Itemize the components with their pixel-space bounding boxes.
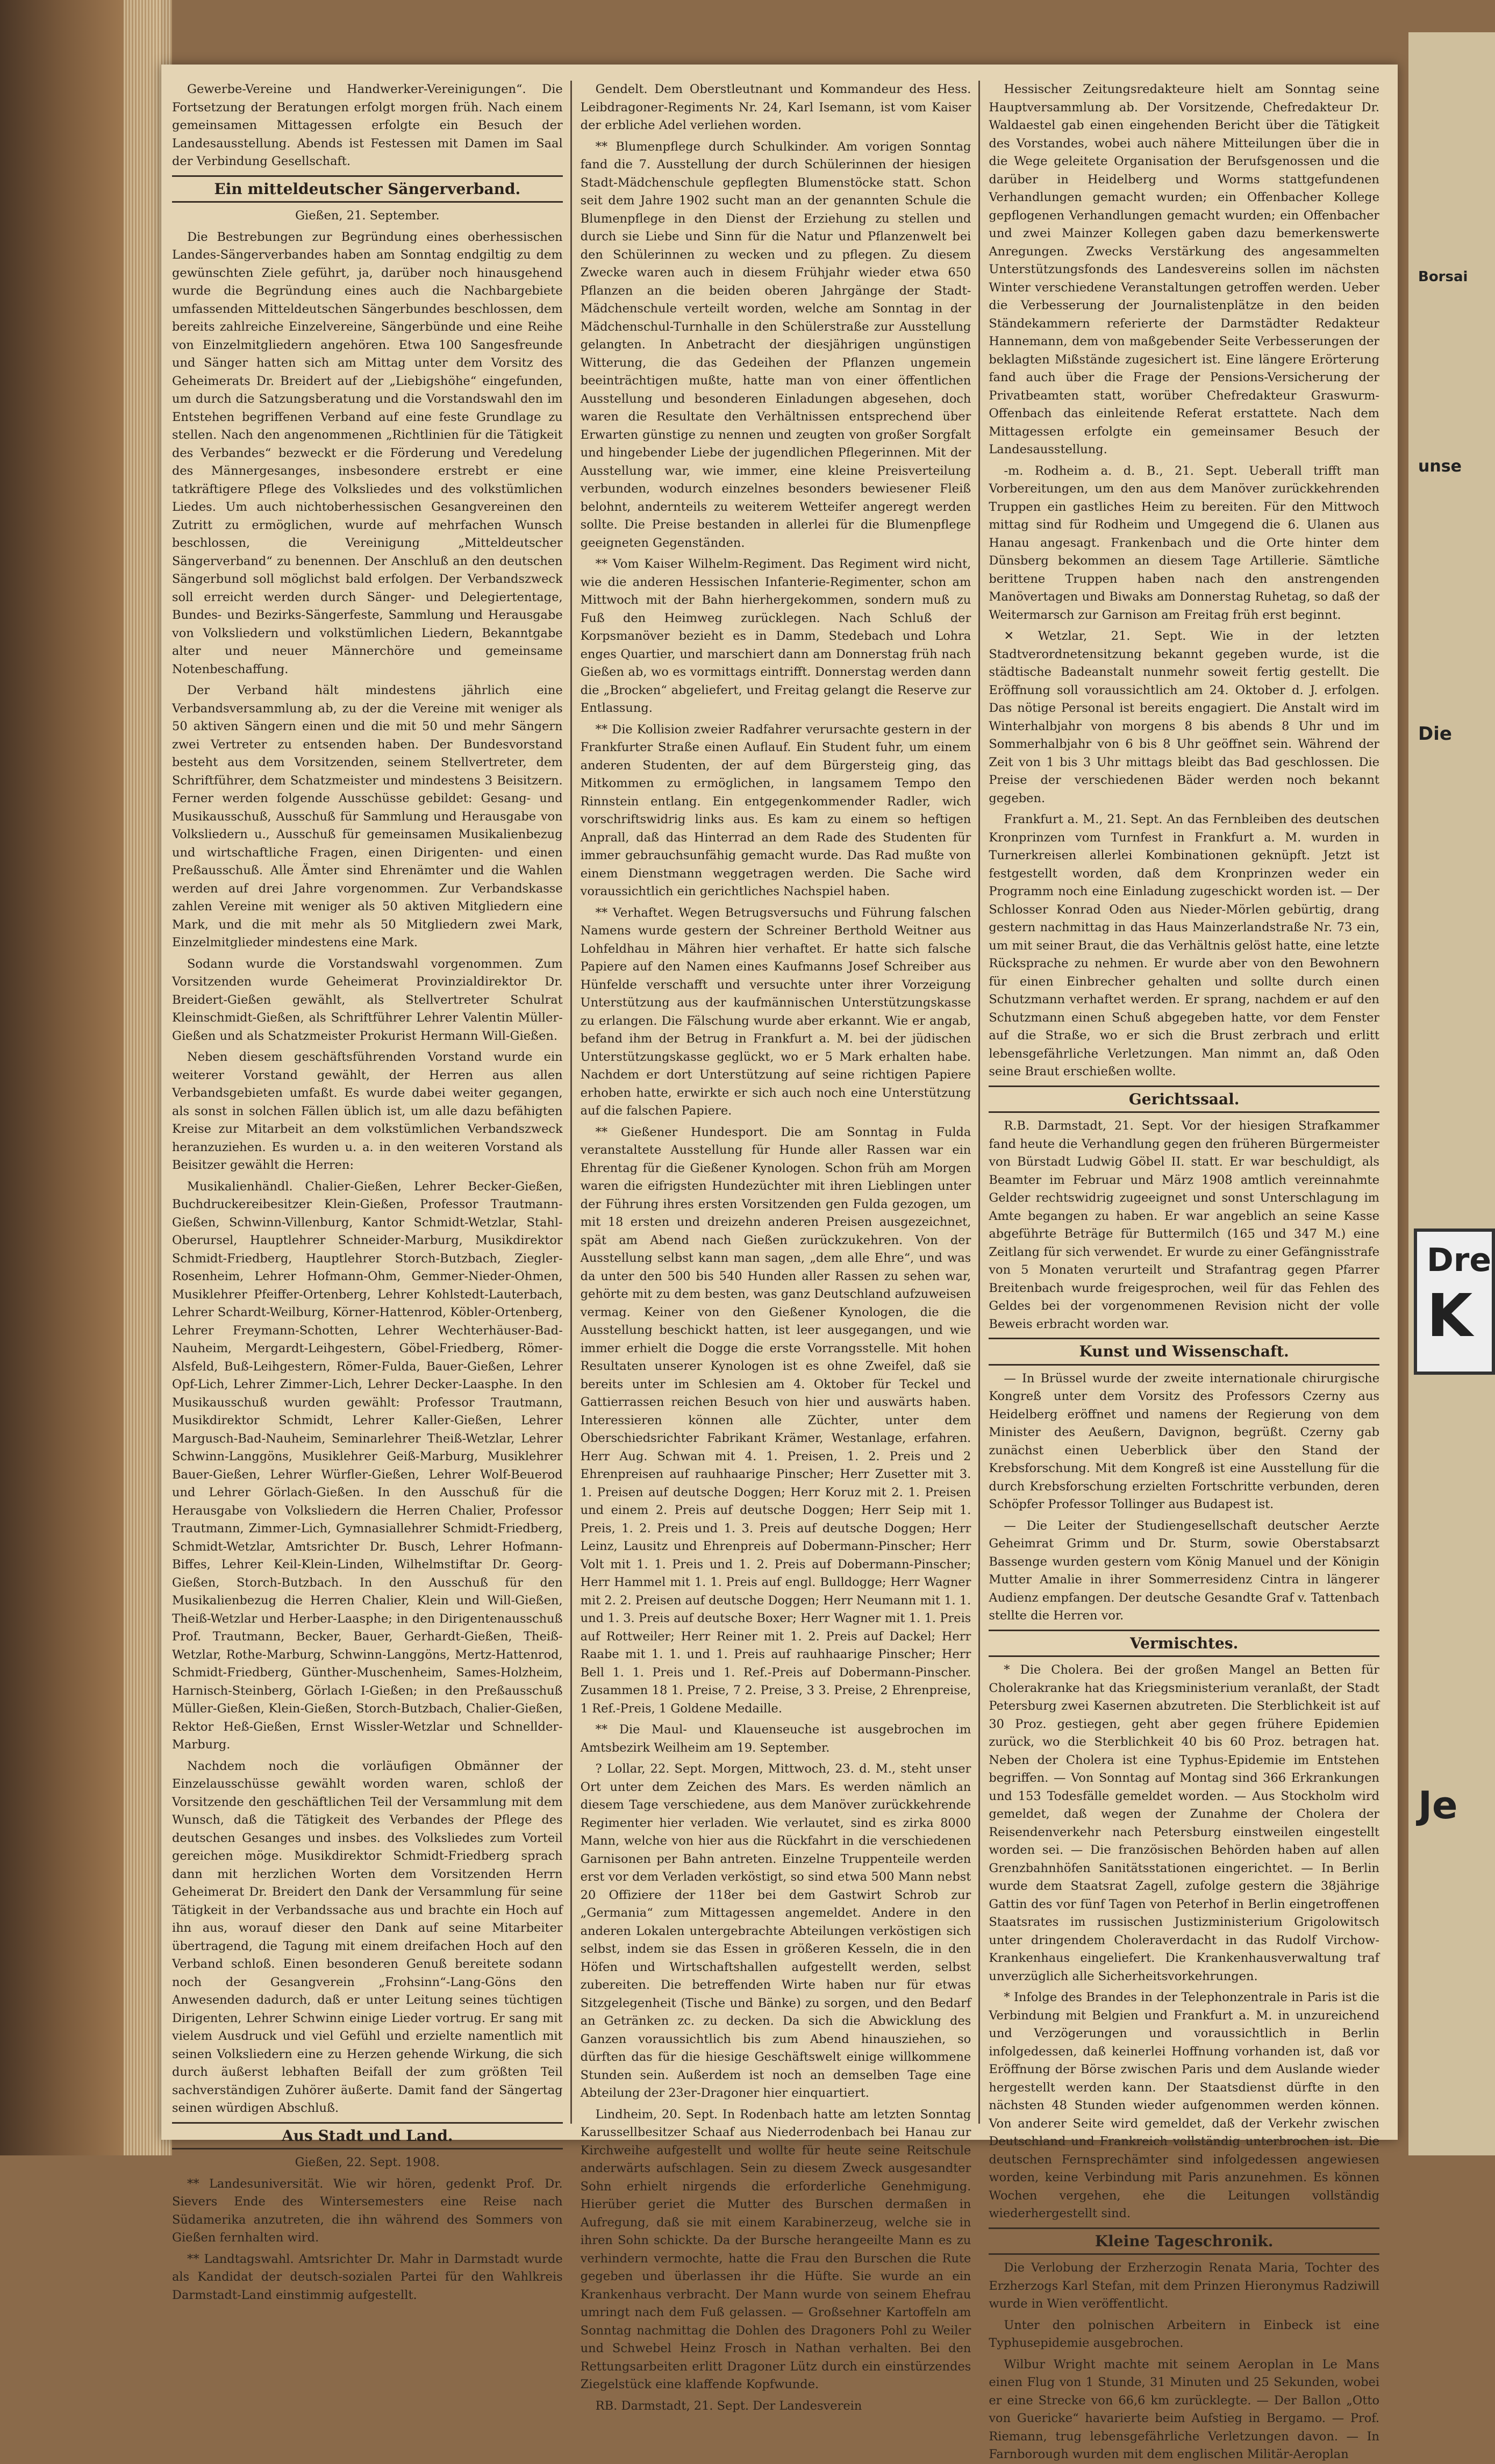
article-paragraph: ? Lollar, 22. Sept. Morgen, Mittwoch, 23. d. M., steht unser Ort unter dem Zeichen des Mars. Es werden nämlich an diesem Tage verschiedene, aus dem Manöver zurückkehrende Regimenter hier verladen. Wie verlautet, sind es zirka 8000 Mann, welche von hier aus die Rückfahrt in die verschiedenen Garnisonen per Bahn antreten. Einzelne Truppenteile werden erst vor dem Verladen verköstigt, so sind etwa 500 Mann nebst 20 Offiziere der 118er bei dem Gastwirt Schrob zur „Germania“ zum Mittagessen angemeldet. Andere in den anderen Lokalen untergebrachte Abteilungen verköstigen sich selbst, indem sie das Essen in größeren Kesseln, die in den Höfen und Wirtschaftshallen aufgestellt werden, selbst zubereiten. Die betreffenden Wirte haben nur für etwas Sitzgelegenheit (Tische und Bänke) zu sorgen, und den Bedarf an Getränken zc. zu decken. Da sich die Abwicklung des Ganzen voraussichtlich bis zum Abend hinausziehen, so dürften das für die hiesige Geschäftswelt einige willkommene Stunden sein. Außerdem ist noch an demselben Tage eine Abteilung der 23er-Dragoner hier einquartiert. <box>580 1762 971 2100</box>
article-paragraph: ** Blumenpflege durch Schulkinder. Am vorigen Sonntag fand die 7. Ausstellung der durch Schülerinnen der hiesigen Stadt-Mädchenschule gepflegten Blumenstöcke statt. Schon seit dem Jahre 1902 sucht man an der genannten Schule die Blumenpflege in den Dienst der Erziehung zu stellen und durch sie Liebe und Sinn für die Natur und Pflanzenwelt bei den Schülerinnen zu wecken und zu pflegen. Zu diesem Zwecke waren auch in diesem Frühjahr wieder etwa 650 Pflanzen an die beiden oberen Jahrgänge der Stadt-Mädchenschule verteilt worden, welche am Sonntag in der Mädchenschul-Turnhalle in den Schülerstraße zur Ausstellung gelangten. In Anbetracht der diesjährigen ungünstigen Witterung, die das Gedeihen der Pflanzen ungemein beeinträchtigen mußte, hatte man von einer öffentlichen Ausstellung und besonderen Einladungen abgesehen, doch waren die Resultate den Verhältnissen entsprechend über Erwarten günstige zu nennen und zeugten von großer Sorgfalt und hingebender Liebe der jugendlichen Pflegerinnen. Mit der Ausstellung war, wie immer, eine kleine Preisverteilung verbunden, wodurch einzelnes besonders bewiesener Fleiß belohnt, andernteils zu weiterem Wetteifer angeregt werden sollte. Die Preise bestanden in allerlei für die Blumenpflege geeigneten Gegenständen. <box>580 139 971 550</box>
misc-news: * Die Cholera. Bei der großen Mangel an Betten für Cholerakranke hat das Kriegsministerium veranlaßt, der Stadt Petersburg zwei Kasernen abzutreten. Die Sterblichkeit ist auf 30 Proz. gestiegen, geht aber gegen frühere Epidemien zurück, wo die Sterblichkeit 40 bis 60 Proz. betragen hat. Neben der Cholera ist eine Typhus-Epidemie im Entstehen begriffen. — Von Sonntag auf Montag sind 366 Erkrankungen und 153 Todesfälle gemeldet worden. — Aus Stockholm wird gemeldet, daß wegen der Zunahme der Cholera der Reisendenverkehr nach Petersburg einstweilen eingestellt worden sei. — Die französischen Behörden haben auf allen Grenzbahnhöfen Sanitätsstationen eingerichtet. — In Berlin wurde dem Staatsrat Zagell, zufolge gestern die 38jährige Gattin des vor fünf Tagen von Peterhof in Berlin eingetroffenen Staatsrates im russischen Justizministerium Grigolowitsch unter dringendem Choleraverdacht in das Rudolf Virchow-Krankenhaus eingeliefert. Die Krankenhausverwaltung traf unverzüglich alle Sicherheitsvorkehrungen. <box>989 1663 1380 1983</box>
heading-gerichtssaal: Gerichtssaal. <box>989 1085 1379 1113</box>
misc-news: * Infolge des Brandes in der Telephonzentrale in Paris ist die Verbindung mit Belgien und Frankfurt a. M. in unzureichend und Verzögerungen und voraussichtlich in Berlin infolgedessen, daß keinerlei Hoffnung vorhanden ist, daß vor Eröffnung der Börse zwischen Paris und dem Auslande wieder hergestellt werden kann. Der Staatsdienst dürfte in den nächsten 48 Stunden wieder aufgenommen werden können. Von anderer Seite wird gemeldet, daß der Verkehr zwischen Deutschland und Frankreich vollständig unterbrochen ist. Die deutschen Fernsprechämter sind infolgedessen angewiesen worden, keine Verbindung mit Paris anzunehmen. Es können Wochen vergehen, ehe die Leitungen vollständig wiederhergestellt sind. <box>989 1990 1380 2220</box>
art-news: — Die Leiter der Studiengesellschaft deutscher Aerzte Geheimrat Grimm und Dr. Sturm, sowie Oberstabsarzt Bassenge wurden gestern vom König Manuel und der Königin Mutter Amalie in ihrer Sommerresidenz Cintra in längerer Audienz empfangen. Der deutsche Gesandte Graf v. Tattenbach stellte die Herren vor. <box>989 1518 1380 1623</box>
adjacent-text: Dre <box>1427 1241 1492 1279</box>
column-3 <box>989 81 1387 2461</box>
chronicle-item: Die Verlobung der Erzherzogin Renata Maria, Tochter des Erzherzogs Karl Stefan, mit dem Prinzen Hieronymus Radziwill wurde in Wien veröffentlicht. <box>989 2261 1380 2311</box>
adjacent-text: unse <box>1418 457 1462 476</box>
article-paragraph: ** Die Maul- und Klauenseuche ist ausgebrochen im Amtsbezirk Weilheim am 19. September. <box>580 1723 971 1755</box>
column-2 <box>580 81 981 2413</box>
article-paragraph: Frankfurt a. M., 21. Sept. An das Fernbleiben des deutschen Kronprinzen vom Turnfest in Frankfurt a. M. wurden in Turnerkreisen allerlei Kombinationen geknüpft. Jetzt ist festgestellt worden, daß dem Kronprinzen weder ein Programm noch eine Einladung zugeschickt worden ist. — Der Schlosser Konrad Oden aus Nieder-Mörlen gebürtig, drang gestern nachmittag in das Haus Mainzerlandstraße Nr. 73 ein, um mit seiner Braut, die das Verhältnis gelöst hatte, eine letzte Rücksprache zu nehmen. Er wurde aber von den Bewohnern für einen Einbrecher gehalten und sollte durch einen Schutzmann verhaftet werden. Er sprang, nachdem er auf den Schutzmann einen Schuß abgegeben hatte, vor dem Fenster auf die Straße, wo er sich die Brust zerbrach und erlitt lebensgefährliche Verletzungen. Man nimmt an, daß Oden seine Braut erschießen wollte. <box>989 812 1380 1079</box>
heading-kleine-tageschronik: Kleine Tageschronik. <box>989 2227 1379 2255</box>
article-paragraph: ✕ Wetzlar, 21. Sept. Wie in der letzten Stadtverordnetensitzung bekannt gegeben wurde, ist die städtische Badeanstalt nunmehr soweit fertig gestellt. Die Eröffnung soll voraussichtlich am 24. Oktober d. J. erfolgen. Das nötige Personal ist bereits engagiert. Die Anstalt wird im Winterhalbjahr von morgens 8 bis abends 8 Uhr und im Sommerhalbjahr von 6 bis 8 Uhr geöffnet sein. Während der Zeit von 1 bis 3 Uhr mittags bleibt das Bad geschlossen. Die Preise der verschiedenen Bäder werden noch bekannt gegeben. <box>989 629 1380 805</box>
article-paragraph: Hessischer Zeitungsredakteure hielt am Sonntag seine Hauptversammlung ab. Der Vorsitzende, Chefredakteur Dr. Waldaestel gab einen eingehenden Bericht über die Tätigkeit des Vorstandes, wobei auch nähere Mitteilungen über die in die Wege geleitete Organisation der Berufsgenossen und die darüber in Heidelberg und Worms stattgefundenen Verhandlungen gemacht wurden; ein Offenbacher Kollege gepflogenen Verhandlungen gemacht wurden; ein Offenbacher und zwei Mainzer Kollegen gaben dazu bemerkenswerte Anregungen. Zwecks Verstärkung des angesammelten Unterstützungsfonds des Landesvereins sollen im nächsten Winter verschiedene Veranstaltungen getroffen werden. Ueber die Verbesserung der Journalistenplätze in den beiden Ständekammern referierte der Darmstädter Redakteur Hannemann, dem von maßgebender Seite Verbesserungen der beklagten Mißstände zugesichert ist. Eine längere Erörterung fand auch über die Frage der Pensions-Versicherung der Privatbeamten statt, worüber Chefredakteur Graswurm-Offenbach das einleitende Referat erstattete. Nach dem Mittagessen erfolgte ein gemeinsamer Besuch der Landesausstellung. <box>989 82 1380 456</box>
article-paragraph: ** Die Kollision zweier Radfahrer verursachte gestern in der Frankfurter Straße einen Auflauf. Ein Student fuhr, um einem anderen Studenten, der auf dem Bürgersteig ging, das Mitkommen zu ermöglichen, in langsamem Tempo den Rinnstein entlang. Ein entgegenkommender Radler, wich vorschriftswidrig links aus. Es kam zu einem so heftigen Anprall, daß das Hinterrad an dem Rade des Studenten für immer gebrauchsunfähig gemacht wurde. Das Rad mußte von einem Dienstmann weggetragen werden. Die Sache wird voraussichtlich ein gerichtliches Nachspiel haben. <box>580 722 971 898</box>
chronicle-item: Unter den polnischen Arbeitern in Einbeck ist eine Typhusepidemie ausgebrochen. <box>989 2318 1380 2350</box>
article-paragraph: Sodann wurde die Vorstandswahl vorgenommen. Zum Vorsitzenden wurde Geheimerat Provinzialdirektor Dr. Breidert-Gießen gewählt, als Stellvertreter Schulrat Kleinschmidt-Gießen, als Schriftführer Lehrer Valentin Müller-Gießen und als Schatzmeister Prokurist Hermann Will-Gießen. <box>172 956 563 1043</box>
local-news: ** Landesuniversität. Wie wir hören, gedenkt Prof. Dr. Sievers Ende des Wintersemesters eine Reise nach Südamerika anzutreten, die ihn während des Sommers von Gießen fernhalten wird. <box>172 2176 563 2245</box>
article-paragraph: ** Verhaftet. Wegen Betrugsversuchs und Führung falschen Namens wurde gestern der Schreiner Berthold Weitner aus Lohfeldhau in Mähren hier verhaftet. Er hatte sich falsche Papiere auf den Namen eines Kaufmanns Josef Schreiber aus Hünfelde verschafft und versuchte unter ihrer Vorzeigung Unterstützung aus der kaufmännischen Unterstützungskasse zu erlangen. Die Fälschung wurde aber erkannt. Wie er angab, befand ihm der Betrug in Frankfurt a. M. bei der jüdischen Unterstützungskasse geglückt, wo er 5 Mark erhalten habe. Nachdem er dort Unterstützung auf seine richtigen Papiere erhoben hatte, erwirkte er sich auch noch eine Unterstützung auf die falschen Papiere. <box>580 905 971 1118</box>
article-paragraph: Lindheim, 20. Sept. In Rodenbach hatte am letzten Sonntag Karussellbesitzer Schaaf aus Niederrodenbach bei Hanau zur Kirchweihe aufgestellt und wollte für heute seine Reitschule anderwärts aufschlagen. Sein zu diesem Zweck ausgesandter Sohn erhielt nirgends die erforderliche Genehmigung. Hierüber geriet die Mutter des Burschen dermaßen in Aufregung, daß sie mit einem Karabinerzeug, welche sie in ihren Sohn schickte. Da der Bursche herangeeilte Mann es zu verhindern vermochte, hatte die Frau den Burschen die Rute gegeben und überlassen ihr die Hüfte. Sie wurde an ein Krankenhaus verbracht. Der Mann wurde von seinem Ehefrau umringt nach dem Fuß gelassen. — Großsehner Kartoffeln am Sonntag nachmittag die Dohlen des Dragoners Pohl zu Weiler und Schwebel Heinz Frosch in Nathan verhalten. Bei den Rettungsarbeiten erlitt Dragoner Lütz durch ein einstürzendes Ziegelstück eine klaffende Kopfwunde. <box>580 2107 971 2391</box>
article-paragraph: RB. Darmstadt, 21. Sept. Der Landesverein <box>595 2398 862 2413</box>
article-paragraph: -m. Rodheim a. d. B., 21. Sept. Ueberall trifft man Vorbereitungen, um den aus dem Manöver zurückkehrenden Truppen ein gastliches Heim zu bereiten. Für den Mittwoch mittag sind für Rodheim und Umgegend die 6. Ulanen aus Hanau angesagt. Frankenbach und die Orte hinter dem Dünsberg bekommen an diesem Tage Artillerie. Sämtliche berittene Truppen haben nach den anstrengenden Manövertagen und Biwaks am Donnerstag Ruhetag, so daß der Weitermarsch zur Garnison am Freitag früh erst beginnt. <box>989 463 1380 622</box>
heading-kunst-und-wissenschaft: Kunst und Wissenschaft. <box>989 1338 1379 1366</box>
dateline: Gießen, 21. September. <box>295 209 440 223</box>
adjacent-text: Borsai <box>1418 269 1468 285</box>
chronicle-item: Wilbur Wright machte mit seinem Aeroplan in Le Mans einen Flug von 1 Stunde, 31 Minuten und 25 Sekunden, wobei er eine Strecke von 66,6 km zurücklegte. — Der Ballon „Otto von Guericke“ havarierte beim Aufstieg in Bergamo. — Prof. Riemann, trug lebensgefährliche Verletzungen davon. — In Farnborough wurden mit dem englischen Militär-Aeroplan <box>989 2357 1380 2461</box>
column-1 <box>172 81 572 2302</box>
newspaper-page <box>161 65 1398 2461</box>
article-paragraph: Neben diesem geschäftsführenden Vorstand wurde ein weiterer Vorstand gewählt, der Herren aus allen Verbandsgebieten umfaßt. Es wurde dabei weiter gegangen, als sonst in solchen Fällen üblich ist, um alle dazu befähigten Kreise zur Mitarbeit an dem volkstümlichen Verbandszweck heranzuziehen. Es wurden u. a. in den weiteren Vorstand als Beisitzer gewählt die Herren: <box>172 1050 563 1172</box>
article-paragraph: Die Bestrebungen zur Begründung eines oberhessischen Landes-Sängerverbandes haben am Sonntag endgiltig zu dem gewünschten Ziele geführt, ja, darüber noch hinausgehend wurde die Begründung eines auch die Nachbargebiete umfassenden Mitteldeutschen Sängerbundes beschlossen, dem bereits zahlreiche Einzelvereine, Sängerbünde und eine Reihe von Einzelmitgliedern angehören. Etwa 100 Sangesfreunde und Sänger hatten sich am Mittag unter dem Vorsitz des Geheimerats Dr. Breidert auf der „Liebigshöhe“ eingefunden, um durch die Satzungsberatung und die Vorstandswahl den im Entstehen begriffenen Verband auf eine feste Grundlage zu stellen. Nach den angenommenen „Richtlinien für die Tätigkeit des Verbandes“ bezweckt er die Förderung und Veredelung des Männergesanges, insbesondere erstrebt er eine tatkräftigere Pflege des Volksliedes und des volkstümlichen Liedes. Um auch nichtoberhessischen Gesangvereinen den Zutritt zu ermöglichen, wurde auf mehrfachen Wunsch beschlossen, die Vereinigung „Mitteldeutscher Sängerverband“ zu benennen. Der Anschluß an den deutschen Sängerbund soll möglichst bald erfolgen. Der Verbandszweck soll erreicht werden durch Sänger- und Delegiertentage, Bundes- und Bezirks-Sängerfeste, Sammlung und Herausgabe von Volksliedern und volkstümlichen Liedern, Bekanntgabe alter und neuer Männerchöre und gemeinsame Notenbeschaffung. <box>172 230 563 676</box>
article-paragraph: Der Verband hält mindestens jährlich eine Verbandsversammlung ab, zu der die Vereine mit weniger als 50 aktiven Sängern einen und die mit 50 und mehr Sängern zwei Vertreter zu entsenden haben. Der Bundesvorstand besteht aus dem Vorsitzenden, seinem Stellvertreter, dem Schriftführer, dem Schatzmeister und mindestens 3 Beisitzern. Ferner werden folgende Ausschüsse gebildet: Gesang- und Musikausschuß, Ausschuß für Sammlung und Herausgabe von Volksliedern u., Ausschuß für gemeinsamen Musikalienbezug und wirtschaftliche Fragen, einen Dirigenten- und einen Preßausschuß. Alle Ämter sind Ehrenämter und die Wahlen werden auf drei Jahre vorgenommen. Zur Verbandskasse zahlen Vereine mit weniger als 50 aktiven Mitgliedern eine Mark, und die mit mehr als 50 Mitgliedern zwei Mark, Einzelmitglieder mindestens eine Mark. <box>172 683 563 949</box>
adjacent-ad-box <box>1414 1229 1495 1375</box>
article-paragraph: ** Vom Kaiser Wilhelm-Regiment. Das Regiment wird nicht, wie die anderen Hessischen Infanterie-Regimenter, schon am Mittwoch mit der Bahn hierhergekommen, sondern muß zu Fuß den Heimweg zurücklegen. Nach Schluß der Korpsmanöver bezieht es in Damm, Stedebach und Lohra enges Quartier, und marschiert dann am Donnerstag früh nach Gießen ab, wo es vormittags eintrifft. Donnerstag werden dann die „Brocken“ abgeliefert, und Freitag gelangt die Reserve zur Entlassung. <box>580 557 971 715</box>
adjacent-text: K <box>1427 1281 1473 1350</box>
article-paragraph: Nachdem noch die vorläufigen Obmänner der Einzelausschüsse gewählt worden waren, schloß der Vorsitzende den geschäftlichen Teil der Versammlung mit dem Wunsch, daß die Tätigkeit des Verbandes der Pflege des deutschen Gesanges und insbes. des Volksliedes zum Vorteil gereichen möge. Musikdirektor Schmidt-Friedberg sprach dann mit herzlichen Worten dem Vorsitzenden Herrn Geheimerat Dr. Breidert den Dank der Versammlung für seine Tätigkeit in der Verbandssache aus und brachte ein Hoch auf ihn aus, worauf dieser den Dank auf seine Mitarbeiter übertragend, die Tagung mit einem dreifachen Hoch auf den Verband schloß. Einen besonderen Genuß bereitete sodann noch der Gesangverein „Frohsinn“-Lang-Göns den Anwesenden dadurch, daß er unter Leitung seines tüchtigen Dirigenten, Lehrer Schwinn einige Lieder vortrug. Er sang mit vielem Ausdruck und viel Gefühl und erzielte namentlich mit seinen Volksliedern eine zu Herzen gehende Wirkung, die sich durch äußerst lebhaften Beifall der zum größten Teil sachverständigen Zuhörer äußerte. Damit fand der Sängertag seinen würdigen Abschluß. <box>172 1759 563 2115</box>
heading-vermischtes: Vermischtes. <box>989 1630 1379 1658</box>
adjacent-page-strip <box>1408 32 1495 2155</box>
art-news: — In Brüssel wurde der zweite internationale chirurgische Kongreß unter dem Vorsitz des Professors Czerny aus Heidelberg eröffnet und namens der Regierung von dem Minister des Aeußern, Davignon, begrüßt. Czerny gab zunächst einen Ueberblick über den Stand der Krebsforschung. Mit dem Kongreß ist eine Ausstellung für die durch Krebsforschung erzielten Fortschritte verbunden, deren Schöpfer Professor Tollinger aus Budapest ist. <box>989 1371 1380 1511</box>
article-paragraph: ** Gießener Hundesport. Die am Sonntag in Fulda veranstaltete Ausstellung für Hunde aller Rassen war ein Ehrentag für die Gießener Kynologen. Schon früh am Morgen waren die eifrigsten Hundezüchter mit ihren Lieblingen unter der Führung ihres ersten Vorsitzenden gen Fulda gezogen, um mit 18 ersten und dreizehn anderen Preisen ausgezeichnet, spät am Abend nach Gießen zurückzukehren. Von der Ausstellung selbst kann man sagen, „dem alle Ehre“, und was da unter den 500 bis 540 Hunden aller Rassen zu sehen war, gehörte mit zu dem besten, was ganz Deutschland aufzuweisen vermag. Keiner von den Gießener Kynologen, die die Ausstellung beschickt hatten, ist leer ausgegangen, und wie immer erhielt die Dogge die erste Vorrangsstelle. Mit hohen Resultaten unserer Kynologen ist es ohne Zweifel, daß sie bereits unter im Schlesien am 4. Oktober für Teckel und Gattierrassen reichen Besuch von hier und auswärts haben. Interessieren können alle Züchter, unter dem Oberschiedsrichter Fabrikant Krämer, Westanlage, erfahren. Herr Aug. Schwan mit 4. 1. Preisen, 1. 2. Preis und 2 Ehrenpreisen auf rauhhaarige Pinscher; Herr Zusetter mit 3. 1. Preisen auf deutsche Doggen; Herr Koruz mit 2. 1. Preisen und einem 2. Preis auf deutsche Doggen; Herr Seip mit 1. Preis, 1. 2. Preis und 1. 3. Preis auf deutsche Doggen; Herr Leinz, Lausitz und Ehrenpreis auf Dobermann-Pinscher; Herr Volt mit 1. 1. Preis und 1. 2. Preis auf Dobermann-Pinscher; Herr Hammel mit 1. 1. Preis auf engl. Bulldogge; Herr Wagner mit 2. 2. Preisen auf deutsche Doggen; Herr Neumann mit 1. 1. und 1. 3. Preis auf deutsche Boxer; Herr Wagner mit 1. 1. Preis auf Rottweiler; Herr Reiner mit 1. 2. Preis auf Dackel; Herr Raabe mit 1. 1. und 1. Preis auf rauhhaarige Pinscher; Herr Bell 1. 1. Preis und 1. Ref.-Preis auf Dobermann-Pinscher. Zusammen 18 1. Preise, 7 2. Preise, 3 3. Preise, 2 Ehrenpreise, 1 Ref.-Preis, 1 Goldene Medaille. <box>580 1125 971 1716</box>
heading-aus-stadt-und-land: Aus Stadt und Land. <box>172 2122 563 2150</box>
article-paragraph: Gendelt. Dem Oberstleutnant und Kommandeur des Hess. Leibdragoner-Regiments Nr. 24, Karl Isemann, ist vom Kaiser der erbliche Adel verliehen worden. <box>580 82 971 132</box>
adjacent-text: Die <box>1418 723 1452 745</box>
local-news: ** Landtagswahl. Amtsrichter Dr. Mahr in Darmstadt wurde als Kandidat der deutsch-sozialen Partei für den Wahlkreis Darmstadt-Land einstimmig aufgestellt. <box>172 2252 563 2302</box>
columns <box>172 81 1387 2461</box>
intro-paragraph: Gewerbe-Vereine und Handwerker-Vereinigungen“. Die Fortsetzung der Beratungen erfolgt morgen früh. Nach einem gemeinsamen Mittagessen erfolgte ein Besuch der Landesausstellung. Abends ist Festessen mit Damen im Saal der Verbindung Gesellschaft. <box>172 82 563 168</box>
heading-saengerverband: Ein mitteldeutscher Sängerverband. <box>172 175 563 203</box>
article-paragraph: Musikalienhändl. Chalier-Gießen, Lehrer Becker-Gießen, Buchdruckereibesitzer Klein-Gießen, Professor Trautmann-Gießen, Schwinn-Villenburg, Kantor Schmidt-Wetzlar, Stahl-Oberursel, Hauptlehrer Schneider-Marburg, Musikdirektor Schmidt-Friedberg, Hauptlehrer Storch-Butzbach, Ziegler-Rosenheim, Lehrer Hofmann-Ohm, Gemmer-Nieder-Ohmen, Musiklehrer Pfeiffer-Ortenberg, Lehrer Kohlstedt-Lauterbach, Lehrer Schardt-Weilburg, Körner-Hattenrod, Köbler-Ortenberg, Lehrer Freymann-Schotten, Lehrer Wechterhäuser-Bad-Nauheim, Mergardt-Leihgestern, Göbel-Friedberg, Römer-Alsfeld, Buß-Leihgestern, Römer-Fulda, Bauer-Gießen, Lehrer Opf-Lich, Lehrer Zimmer-Lich, Lehrer Decker-Laasphe. In den Musikausschuß wurden gewählt: Professor Trautmann, Musikdirektor Schmidt, Lehrer Kaller-Gießen, Lehrer Margusch-Bad-Nauheim, Seminarlehrer Theiß-Wetzlar, Lehrer Schwinn-Langgöns, Musiklehrer Geiß-Marburg, Musiklehrer Bauer-Gießen, Lehrer Würfler-Gießen, Lehrer Wolf-Beuerod und Lehrer Görlach-Gießen. In den Ausschuß für die Herausgabe von Volksliedern die Herren Chalier, Professor Trautmann, Zimmer-Lich, Gymnasiallehrer Schmidt-Friedberg, Schmidt-Wetzlar, Amtsrichter Dr. Busch, Lehrer Hofmann-Biffes, Lehrer Keil-Klein-Linden, Wilhelmstiftar Dr. Georg-Gießen, Storch-Butzbach. In den Ausschuß für den Musikalienbezug die Herren Chalier, Klein und Will-Gießen, Theiß-Wetzlar und Herber-Laasphe; in den Dirigentenausschuß Prof. Trautmann, Becker, Bauer, Gerhardt-Gießen, Theiß-Wetzlar, Rothe-Marburg, Schwinn-Langgöns, Mertz-Hattenrod, Schmidt-Friedberg, Günther-Muschenheim, Sames-Holzheim, Harnisch-Steinberg, Görlach I-Gießen; in den Preßausschuß Müller-Gießen, Klein-Gießen, Storch-Butzbach, Chalier-Gießen, Rektor Heß-Gießen, Ernst Wissler-Wetzlar und Schnellder-Marburg. <box>172 1179 563 1752</box>
dateline: Gießen, 22. Sept. 1908. <box>295 2155 440 2169</box>
adjacent-text: Je <box>1418 1783 1458 1827</box>
court-report: R.B. Darmstadt, 21. Sept. Vor der hiesigen Strafkammer fand heute die Verhandlung gegen den früheren Bürgermeister von Bürstadt Ludwig Göbel II. statt. Er war beschuldigt, als Beamter im Februar und März 1908 amtlich vereinnahmte Gelder rechtswidrig zugeeignet und sonst Unterschlagung im Amte begangen zu haben. Er war angeblich an seine Kasse abgeführte Beträge für Buttermilch (165 und 347 M.) eine Zeitlang für sich verwendet. Er wurde zu einer Gefängnisstrafe von 5 Monaten verurteilt und Strafantrag gegen Pfarrer Breitenbach wurde freigesprochen, weil für das Fehlen des Geldes bei der vorgenommenen Revision nicht der volle Beweis erbracht worden war. <box>989 1119 1380 1331</box>
